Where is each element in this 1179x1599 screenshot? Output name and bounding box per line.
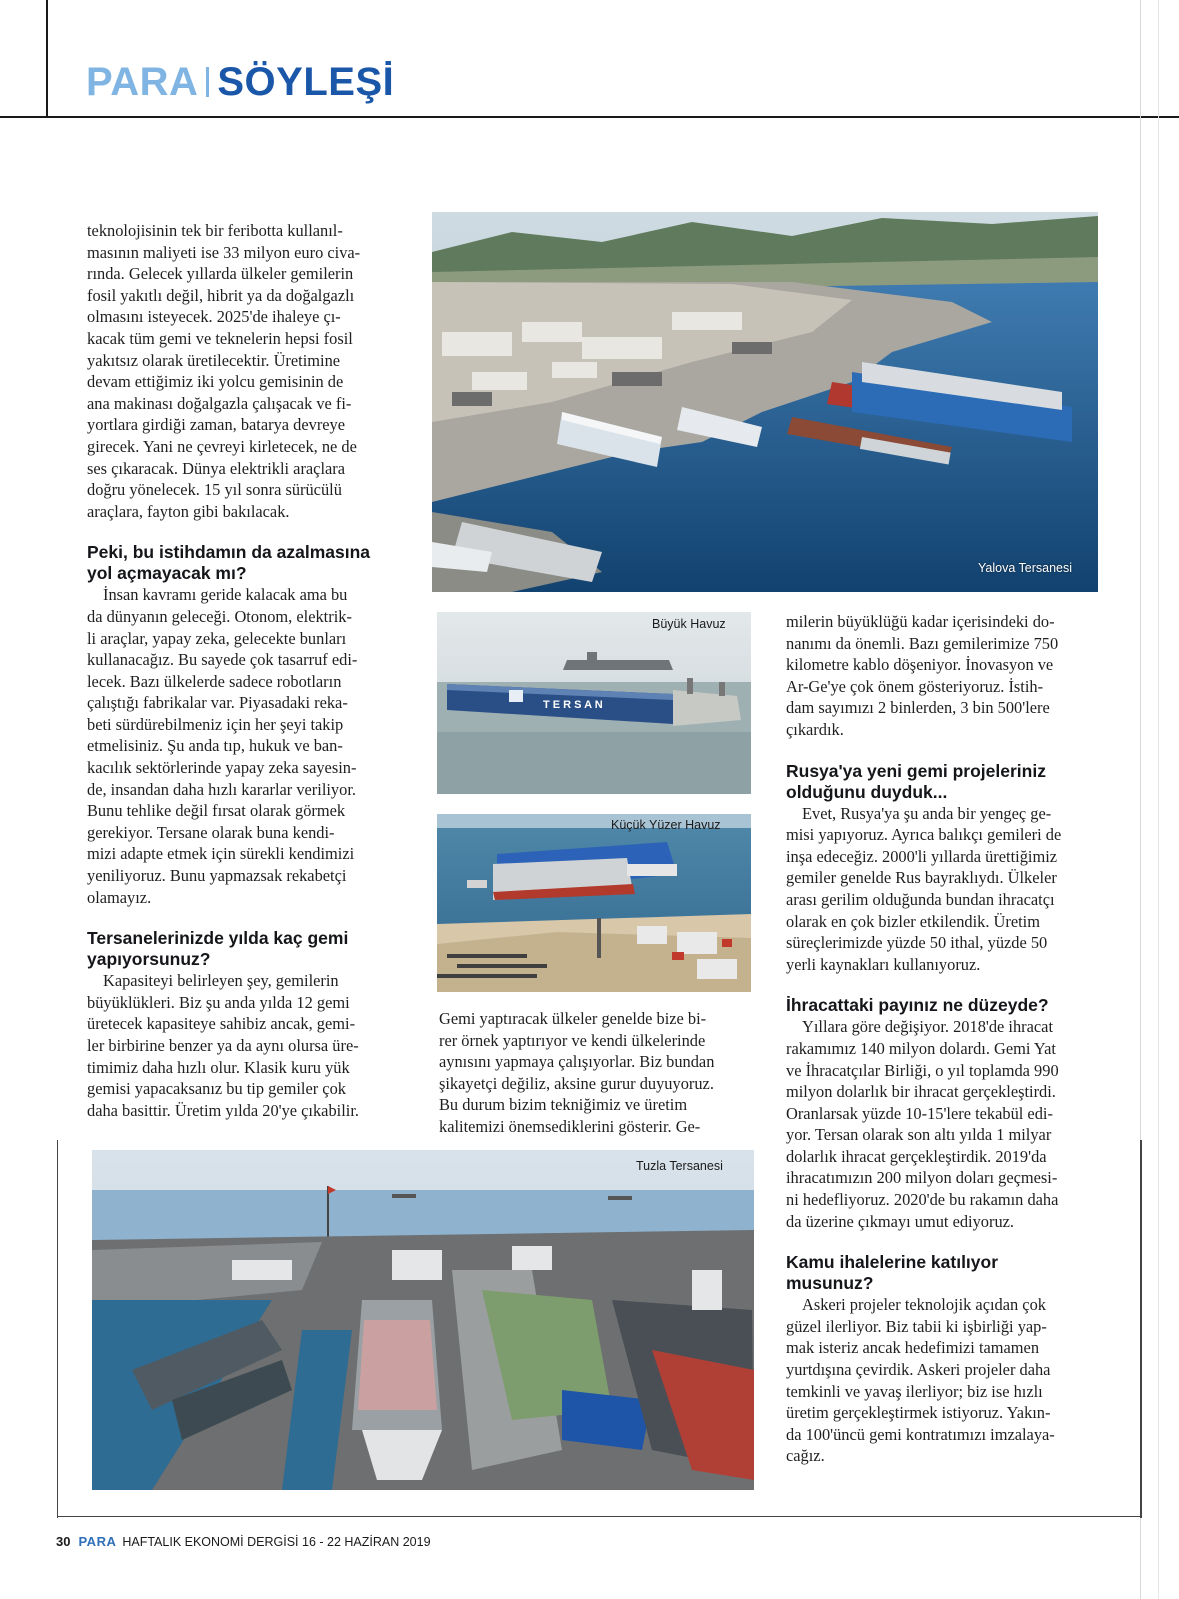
footer-issue: HAFTALIK EKONOMİ DERGİSİ 16 - 22 HAZİRAN 2019	[122, 1535, 431, 1549]
intro-paragraph	[87, 220, 403, 522]
text-line: da üzerine çıkmayı umut ediyoruz.	[786, 1211, 1015, 1231]
text-line: milyon dolarlık bir ihracat gerçekleştirdi.	[786, 1082, 1056, 1102]
text-line: Oranlarsak yüzde 10-15'lere tekabül edi-	[786, 1103, 1053, 1123]
text-line: gemiler genelde Rus bayraklıydı. Ülkeler	[786, 868, 1057, 888]
frame-bottom-line	[57, 1516, 1142, 1517]
text-line: Bunu tehlike değil fırsat olarak görmek	[87, 801, 346, 821]
text-line: yor. Tersan olarak son altı yılda 1 milyar	[786, 1125, 1052, 1145]
text-line: dolarlık ihracat gerçekleştirdik. 2019'da	[786, 1146, 1047, 1166]
question-3	[786, 761, 1104, 803]
text-line: Bu durum bizim tekniğimiz ve üretim	[439, 1095, 688, 1115]
photo-yalova-shipyard	[432, 212, 1098, 592]
text-line: li araçlar, yapay zeka, gelecekte bunları	[87, 628, 347, 648]
text-line: ses çıkaracak. Dünya elektrikli araçlara	[87, 458, 346, 478]
text-line: beti sürdürebilmeniz için her şeyi takip	[87, 714, 344, 734]
text-line: fosil yakıtlı değil, hibrit ya da doğalgazlı	[87, 285, 355, 305]
text-line: dam sayımızı 2 binlerden, 3 bin 500'lere	[786, 698, 1050, 718]
photo-tuzla-shipyard	[92, 1150, 754, 1490]
text-line: gerekiyor. Tersane olarak buna kendi-	[87, 822, 335, 842]
text-line: Kamu ihalelerine katılıyor	[786, 1252, 999, 1273]
question-5	[786, 1252, 1104, 1294]
answer-1	[87, 584, 403, 908]
answer-4	[786, 1016, 1104, 1232]
text-line: şikayetçi değiliz, aksine gurur duyuyoruz.	[439, 1073, 714, 1093]
continuation-paragraph	[786, 611, 1104, 741]
page-footer	[56, 1534, 431, 1549]
text-line: Peki, bu istihdamın da azalmasına	[87, 542, 371, 563]
text-line: Rusya'ya yeni gemi projeleriniz	[786, 760, 1046, 781]
text-line: İhracattaki payınız ne düzeyde?	[786, 995, 1049, 1016]
caption-buyuk-havuz: Büyük Havuz	[652, 617, 726, 631]
text-line: kalitemizi önemsediklerini gösterir. Ge-	[439, 1116, 701, 1136]
text-line: rakamımız 140 milyon dolardı. Gemi Yat	[786, 1038, 1056, 1058]
text-line: güzel ilerliyor. Biz tabii ki işbirliği yap-	[786, 1316, 1047, 1336]
column-2	[439, 1008, 753, 1138]
text-line: ler birbirine benzer ya da aynı olursa üre-	[87, 1036, 359, 1055]
text-line: kacak tüm gemi ve teknelerin hepsi fosil	[87, 328, 353, 348]
text-line: yurtdışına çevirdik. Askeri projeler daha	[786, 1360, 1051, 1380]
text-line: ana makinası doğalgazla çalışacak ve fi-	[87, 393, 352, 413]
text-line: İnsan kavramı geride kalacak ama bu	[103, 585, 348, 605]
text-line: daha basittir. Üretim yılda 20'ye çıkabilir.	[87, 1100, 359, 1120]
answer-3	[786, 803, 1104, 976]
text-line: aynısını yapmaya çalışıyorlar. Biz bundan	[439, 1052, 715, 1072]
text-line: arası gerilim olduğunda bundan ihracatçı	[786, 889, 1055, 909]
text-line: Kapasiteyi belirleyen şey, gemilerin	[103, 971, 339, 991]
text-line: Tersanelerinizde yılda kaç gemi	[87, 928, 349, 949]
photo-large-dock	[437, 612, 751, 794]
question-1	[87, 542, 403, 584]
text-line: ni hedefliyoruz. 2020'de bu rakamın daha	[786, 1190, 1059, 1210]
frame-left-line	[57, 1140, 58, 1518]
page-number: 30	[56, 1534, 71, 1549]
text-line: ve İhracatçılar Birliği, o yıl toplamda 990	[786, 1060, 1059, 1080]
text-line: Gemi yaptıracak ülkeler genelde bize bi-	[439, 1009, 707, 1028]
text-line: mak isteriz ancak hedefimizi tamamen	[786, 1338, 1040, 1358]
photo-small-floating-dock	[437, 814, 751, 992]
text-line: lecek. Bazı ülkelerde sadece robotların	[87, 671, 342, 691]
column-3	[786, 611, 1104, 1467]
text-line: ihracatımızın 200 milyon doları geçmesi-	[786, 1168, 1058, 1188]
text-line: kacılık sektörlerinde yapay zeka sayesin-	[87, 758, 357, 778]
section-title: SÖYLEŞİ	[217, 59, 395, 104]
text-line: devam ettiğimiz iki yolcu gemisinin de	[87, 372, 344, 392]
text-line: nanımı da önemli. Bazı gemilerimize 750	[786, 633, 1059, 653]
text-line: olduğunu duyduk...	[786, 781, 948, 802]
text-line: üretim gerçekleştirmek istiyoruz. Yakın-	[786, 1403, 1051, 1423]
text-line: rer örnek yaptırıyor ve kendi ülkelerinde	[439, 1030, 706, 1050]
section-header	[86, 58, 394, 106]
header-rule-horizontal	[0, 116, 1179, 118]
text-line: cağız.	[786, 1446, 825, 1466]
header-separator	[206, 67, 209, 97]
text-line: doğru yönelecek. 15 yıl sonra sürücülü	[87, 480, 342, 500]
section-brand: PARA	[86, 59, 199, 104]
text-line: Askeri projeler teknolojik açıdan çok	[802, 1295, 1046, 1315]
text-line: büyüklükleri. Biz şu anda yılda 12 gemi	[87, 992, 350, 1012]
answer-5	[786, 1294, 1104, 1467]
text-line: etmelisiniz. Şu anda tıp, hukuk ve ban-	[87, 736, 343, 756]
text-line: milerin büyüklüğü kadar içerisindeki do-	[786, 612, 1055, 631]
frame-right-line	[1140, 1140, 1142, 1518]
text-line: kullanacağız. Bu sayede çok tasarruf edi-	[87, 650, 358, 670]
column-1	[87, 220, 403, 1121]
text-line: teknolojisinin tek bir feribotta kullanıl-	[87, 221, 343, 240]
text-line: girecek. Yani ne çevreyi kirletecek, ne de	[87, 436, 357, 456]
text-line: yapıyorsunuz?	[87, 949, 211, 970]
question-2	[87, 928, 403, 970]
text-line: üretecek kapasiteye sahibiz ancak, gemi-	[87, 1014, 356, 1034]
text-line: da 100'üncü gemi kontratımızı imzalaya-	[786, 1424, 1055, 1444]
text-line: inşa edeceğiz. 2000'li yıllarda ürettiğimiz	[786, 846, 1058, 866]
text-line: kilometre kablo döşeniyor. İnovasyon ve	[786, 655, 1054, 675]
text-line: gemisi yapacaksanız bu tip gemiler çok	[87, 1079, 346, 1099]
text-line: temkinli ve yavaş ilerliyor; biz ise hızlı	[786, 1381, 1043, 1401]
question-4	[786, 995, 1104, 1016]
text-line: yeniliyoruz. Bunu yapmazsak rekabetçi	[87, 866, 347, 886]
text-line: yakıtsız olarak üretilecektir. Üretimine	[87, 350, 341, 370]
answer-2	[87, 970, 403, 1121]
text-line: yol açmayacak mı?	[87, 563, 247, 584]
text-line: yortlara girdiği zaman, batarya devreye	[87, 415, 346, 435]
dock-tersan-label: T E R S A N	[543, 699, 603, 711]
caption-kucuk-havuz: Küçük Yüzer Havuz	[611, 818, 721, 832]
text-line: çalıştığı fabrikalar var. Piyasadaki reka-	[87, 693, 348, 713]
text-line: araçlara, fayton gibi bakılacak.	[87, 501, 290, 521]
caption-yalova: Yalova Tersanesi	[978, 561, 1073, 575]
text-line: Evet, Rusya'ya şu anda bir yengeç ge-	[802, 803, 1052, 823]
text-line: olarak en çok bizler etkilendik. Üretim	[786, 911, 1040, 931]
text-line: çıkardık.	[786, 719, 844, 739]
text-line: olmasını isteyecek. 2025'de ihaleye çı-	[87, 307, 341, 327]
text-line: yerli kaynakları kullanıyoruz.	[786, 954, 981, 974]
text-line: da dünyanın geleceği. Otonom, elektrik-	[87, 606, 352, 626]
column-2-paragraph	[439, 1008, 753, 1138]
page-edge-line-outer	[1158, 0, 1159, 1599]
footer-brand: PARA	[78, 1534, 117, 1549]
text-line: Yıllara göre değişiyor. 2018'de ihracat	[802, 1017, 1054, 1037]
text-line: Ar-Ge'ye çok önem gösteriyoruz. İstih-	[786, 676, 1044, 696]
caption-tuzla: Tuzla Tersanesi	[636, 1159, 723, 1173]
text-line: musunuz?	[786, 1273, 874, 1294]
text-line: misi yapıyoruz. Ayrıca balıkçı gemileri de	[786, 825, 1062, 845]
text-line: rında. Gelecek yıllarda ülkeler gemilerin	[87, 264, 354, 284]
text-line: mizi adapte etmek için sürekli kendimizi	[87, 844, 355, 864]
text-line: süreçlerimizde yüzde 50 ithal, yüzde 50	[786, 933, 1048, 953]
text-line: masının maliyeti ise 33 milyon euro civa-	[87, 242, 361, 262]
text-line: timimiz daha hızlı olur. Klasik kuru yük	[87, 1057, 350, 1077]
text-line: olamayız.	[87, 887, 152, 907]
header-rule-vertical	[46, 0, 48, 118]
text-line: de, insandan daha hızlı kararlar veriliyor.	[87, 779, 356, 799]
